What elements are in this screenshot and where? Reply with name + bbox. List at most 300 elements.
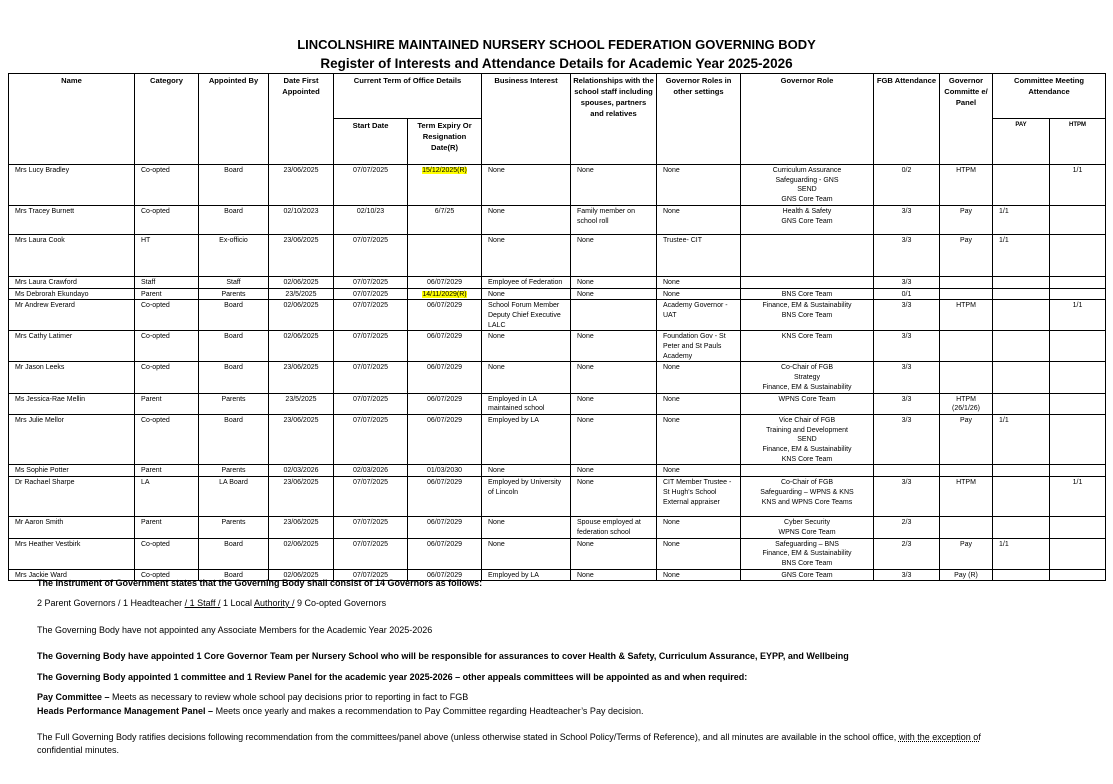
cell-panel	[940, 362, 993, 393]
cell-htpm	[1050, 234, 1106, 276]
cell-relationships-text: None	[577, 333, 594, 341]
cell-other-roles	[657, 300, 741, 331]
cell-fgb-text: 3/3	[901, 333, 912, 341]
cell-start-date	[334, 465, 408, 477]
cell-pay	[993, 414, 1050, 465]
governor-role-line: Health & Safety	[782, 207, 832, 215]
cell-business-text: None	[488, 167, 505, 174]
cell-other-roles-text: None	[663, 167, 680, 174]
instrument-statement: The Instrument of Government states that the Governing Body shall consist of 14 Governors as follows:	[37, 578, 483, 588]
cell-date-first-text: 23/5/2025	[285, 290, 317, 298]
cell-name	[9, 276, 135, 288]
cell-expiry	[408, 205, 482, 234]
cell-start-date	[334, 477, 408, 517]
cell-category-text: Co-opted	[141, 167, 170, 174]
cell-other-roles	[657, 276, 741, 288]
cell-start-date-text: 07/07/2025	[352, 571, 389, 579]
cell-category	[135, 517, 199, 538]
cell-name-text: Mrs Heather Vestbirk	[15, 540, 81, 548]
cell-date-first-text: 02/06/2025	[283, 333, 319, 341]
cell-pay	[993, 465, 1050, 477]
cell-other-roles	[657, 517, 741, 538]
cell-appointed-by-text: Board	[224, 167, 243, 174]
cell-name	[9, 393, 135, 414]
cell-expiry	[408, 165, 482, 206]
cell-htpm-text: 1/1	[1072, 167, 1083, 174]
header-committee: Committee Meeting Attendance	[993, 74, 1106, 119]
cell-htpm	[1050, 465, 1106, 477]
cell-category-text: LA	[141, 479, 150, 487]
table-row	[9, 538, 1106, 569]
cell-pay-text: 1/1	[999, 416, 1009, 424]
cell-expiry-text: 06/07/2029	[426, 519, 463, 527]
cell-appointed-by	[199, 165, 269, 206]
cell-start-date	[334, 538, 408, 569]
cell-panel	[940, 205, 993, 234]
cell-appointed-by	[199, 465, 269, 477]
cell-date-first	[269, 465, 334, 477]
cell-date-first	[269, 477, 334, 517]
cell-name	[9, 538, 135, 569]
cell-panel-text: Pay	[959, 416, 973, 424]
table-row	[9, 288, 1106, 300]
cell-expiry	[408, 414, 482, 465]
cell-other-roles	[657, 331, 741, 362]
cell-date-first	[269, 517, 334, 538]
cell-date-first-text: 02/06/2025	[283, 540, 319, 548]
cell-start-date-text: 07/07/2025	[352, 416, 389, 424]
cell-appointed-by	[199, 517, 269, 538]
cell-other-roles-text: CIT Member Trustee - St Hugh's School External appraiser	[663, 479, 732, 506]
pay-committee-title: Pay Committee –	[37, 692, 110, 702]
cell-relationships-text: None	[577, 364, 594, 372]
cell-business	[482, 414, 571, 465]
governor-role-line: GNS Core Team	[781, 196, 833, 204]
document-title: LINCOLNSHIRE MAINTAINED NURSERY SCHOOL FEDERATION GOVERNING BODY	[297, 37, 816, 52]
cell-expiry	[408, 538, 482, 569]
cell-start-date-text: 07/07/2025	[352, 236, 389, 244]
cell-name-text: Mr Jason Leeks	[15, 364, 65, 372]
cell-business-text: Employed by LA	[488, 416, 539, 424]
table-row	[9, 331, 1106, 362]
ratify-exception: with the exception of	[898, 732, 981, 742]
table-row	[9, 414, 1106, 465]
governor-role-line: GNS Core Team	[781, 217, 833, 225]
cell-htpm-text: 1/1	[1072, 479, 1083, 487]
governor-role-line: Safeguarding - GNS	[775, 176, 839, 184]
cell-panel	[940, 538, 993, 569]
cell-name-text: Ms Jessica-Rae Mellin	[15, 395, 86, 403]
cell-start-date-text: 07/07/2025	[352, 278, 389, 286]
cell-other-roles-text: None	[663, 395, 680, 403]
cell-htpm	[1050, 288, 1106, 300]
cell-relationships-text: None	[577, 571, 594, 579]
cell-business	[482, 276, 571, 288]
cell-appointed-by-text: Board	[224, 302, 243, 310]
cell-business	[482, 234, 571, 276]
cell-start-date-text: 07/07/2025	[352, 302, 389, 310]
cell-business	[482, 517, 571, 538]
cell-other-roles-text: None	[663, 540, 680, 548]
cell-date-first	[269, 276, 334, 288]
cell-appointed-by-text: Board	[224, 540, 243, 548]
cell-panel	[940, 465, 993, 477]
cell-name	[9, 165, 135, 206]
header-category: Category	[135, 74, 199, 165]
cell-governor-role	[741, 276, 874, 288]
cell-business	[482, 331, 571, 362]
htpm-title: Heads Performance Management Panel –	[37, 706, 214, 716]
cell-fgb-text: 0/1	[901, 290, 912, 298]
governor-role-line: Vice Chair of FGB	[778, 416, 836, 424]
cell-appointed-by-text: Board	[224, 364, 243, 372]
cell-appointed-by	[199, 234, 269, 276]
cell-appointed-by-text: Board	[224, 207, 243, 215]
cell-expiry	[408, 331, 482, 362]
ratify-text: The Full Governing Body ratifies decisions following recommendation from the committees/panel above (unless otherwise stated in School Policy/Terms of Reference), and all minutes are available in the school office,	[37, 732, 899, 742]
cell-fgb	[874, 362, 940, 393]
composition-part: 2 Parent Governors / 1 Headteacher	[37, 598, 185, 608]
cell-panel	[940, 331, 993, 362]
cell-category	[135, 234, 199, 276]
cell-other-roles	[657, 205, 741, 234]
cell-name-text: Ms Debrorah Ekundayo	[15, 290, 89, 298]
cell-relationships-text: None	[577, 467, 594, 475]
cell-appointed-by	[199, 477, 269, 517]
cell-pay-text: 1/1	[999, 207, 1009, 215]
cell-date-first-text: 23/06/2025	[283, 236, 319, 244]
cell-panel	[940, 517, 993, 538]
cell-start-date-text: 02/03/2026	[352, 467, 389, 475]
cell-expiry	[408, 362, 482, 393]
cell-category	[135, 331, 199, 362]
cell-htpm	[1050, 165, 1106, 206]
composition-line	[37, 597, 1087, 610]
cell-fgb-text: 3/3	[901, 571, 912, 579]
cell-fgb-text: 3/3	[901, 302, 912, 310]
header-name: Name	[9, 74, 135, 165]
cell-date-first	[269, 234, 334, 276]
cell-appointed-by	[199, 414, 269, 465]
cell-htpm	[1050, 393, 1106, 414]
cell-category-text: Co-opted	[141, 416, 170, 424]
cell-expiry-text: 06/07/2029	[426, 571, 463, 579]
cell-relationships	[571, 300, 657, 331]
cell-business-text: Employed in LA maintained school	[488, 395, 545, 413]
cell-category-text: HT	[141, 236, 151, 244]
governor-role-line: KNS Core Team	[781, 333, 833, 341]
cell-relationships	[571, 538, 657, 569]
cell-name-text: Mrs Cathy Latimer	[15, 333, 73, 341]
cell-relationships	[571, 165, 657, 206]
cell-date-first	[269, 414, 334, 465]
cell-htpm	[1050, 517, 1106, 538]
cell-pay	[993, 300, 1050, 331]
cell-other-roles	[657, 393, 741, 414]
cell-name	[9, 234, 135, 276]
cell-other-roles-text: None	[663, 416, 680, 424]
cell-expiry-text: 01/03/2030	[426, 467, 463, 475]
cell-category	[135, 276, 199, 288]
cell-appointed-by-text: Ex-officio	[219, 236, 248, 244]
cell-governor-role	[741, 393, 874, 414]
cell-date-first	[269, 362, 334, 393]
cell-relationships-text: Family member on school roll	[577, 207, 635, 225]
cell-fgb-text: 3/3	[901, 278, 912, 286]
cell-start-date	[334, 414, 408, 465]
table-row	[9, 393, 1106, 414]
cell-name	[9, 465, 135, 477]
cell-business-text: Employee of Federation	[488, 278, 563, 286]
cell-expiry-text: 06/07/2029	[426, 302, 463, 310]
governor-role-line: Safeguarding – BNS	[775, 540, 839, 548]
cell-date-first-text: 23/06/2025	[283, 167, 319, 174]
table-row	[9, 477, 1106, 517]
cell-expiry-text: 15/12/2025(R)	[422, 167, 467, 174]
cell-fgb-text: 2/3	[901, 540, 912, 548]
cell-relationships	[571, 331, 657, 362]
cell-business-text: None	[488, 467, 505, 475]
cell-category	[135, 362, 199, 393]
header-governor-role: Governor Role	[741, 74, 874, 165]
cell-name-text: Mrs Tracey Burnett	[15, 207, 75, 215]
cell-relationships	[571, 234, 657, 276]
cell-relationships-text: None	[577, 416, 594, 424]
governor-role-line: SEND	[797, 436, 817, 444]
cell-other-roles	[657, 288, 741, 300]
cell-appointed-by-text: Parents	[221, 395, 246, 403]
cell-appointed-by-text: Board	[224, 571, 243, 579]
cell-expiry-text: 06/07/2029	[426, 479, 463, 487]
cell-business	[482, 538, 571, 569]
cell-fgb	[874, 234, 940, 276]
cell-panel	[940, 288, 993, 300]
composition-staff: / 1 Staff /	[184, 598, 221, 608]
table-row	[9, 234, 1106, 276]
cell-panel-text: Pay	[959, 236, 973, 244]
cell-appointed-by-text: Parents	[221, 467, 246, 475]
cell-pay	[993, 477, 1050, 517]
cell-fgb	[874, 465, 940, 477]
cell-date-first-text: 23/06/2025	[283, 519, 319, 527]
cell-appointed-by-text: Board	[224, 416, 243, 424]
cell-date-first-text: 23/5/2025	[285, 395, 317, 403]
cell-business	[482, 300, 571, 331]
htpm-text: Meets once yearly and makes a recommendation to Pay Committee regarding Headteacher’s Pay decision.	[213, 706, 644, 716]
governor-role-line: KNS and WPNS Core Teams	[761, 498, 853, 506]
cell-start-date-text: 07/07/2025	[352, 364, 389, 372]
cell-start-date	[334, 205, 408, 234]
cell-category-text: Parent	[141, 395, 162, 403]
cell-pay	[993, 331, 1050, 362]
cell-business-text: School Forum Member Deputy Chief Executive LALC	[488, 302, 561, 329]
governor-role-line: Finance, EM & Sustainability	[762, 302, 852, 310]
cell-governor-role	[741, 205, 874, 234]
cell-category	[135, 288, 199, 300]
cell-start-date	[334, 331, 408, 362]
cell-expiry	[408, 234, 482, 276]
cell-date-first-text: 02/06/2025	[283, 571, 319, 579]
governor-role-line: Co-Chair of FGB	[780, 364, 834, 372]
cell-governor-role	[741, 288, 874, 300]
cell-business	[482, 165, 571, 206]
cell-start-date	[334, 288, 408, 300]
cell-category	[135, 205, 199, 234]
cell-expiry	[408, 276, 482, 288]
cell-relationships	[571, 362, 657, 393]
cell-category-text: Co-opted	[141, 571, 170, 579]
cell-governor-role	[741, 517, 874, 538]
cell-other-roles-text: Academy Governor - UAT	[663, 302, 728, 319]
header-htpm: HTPM	[1050, 119, 1106, 165]
cell-start-date-text: 07/07/2025	[352, 540, 389, 548]
cell-panel-text: Pay (R)	[954, 571, 978, 579]
cell-category-text: Co-opted	[141, 207, 170, 215]
governor-role-line: BNS Core Team	[781, 311, 833, 319]
composition-authority: Authority /	[253, 598, 295, 608]
cell-business-text: Employed by LA	[488, 571, 539, 579]
committee-statement: The Governing Body appointed 1 committee and 1 Review Panel for the academic year 2025-2026 – other appeals committees will be appointed as and when required:	[37, 672, 748, 682]
cell-other-roles	[657, 477, 741, 517]
cell-date-first	[269, 300, 334, 331]
cell-category-text: Parent	[141, 467, 162, 475]
governor-role-line: WPNS Core Team	[778, 528, 836, 536]
cell-pay	[993, 276, 1050, 288]
governor-role-line: BNS Core Team	[781, 559, 833, 567]
cell-panel-text: Pay	[959, 207, 973, 215]
cell-expiry-text: 06/07/2029	[426, 333, 463, 341]
cell-category	[135, 465, 199, 477]
cell-name-text: Mrs Jackie Ward	[15, 571, 67, 579]
cell-relationships	[571, 517, 657, 538]
cell-start-date	[334, 276, 408, 288]
cell-name	[9, 205, 135, 234]
cell-business-text: None	[488, 236, 505, 244]
header-current-term: Current Term of Office Details	[334, 74, 482, 119]
cell-name	[9, 300, 135, 331]
cell-business	[482, 465, 571, 477]
cell-relationships-text: None	[577, 278, 594, 286]
cell-fgb	[874, 538, 940, 569]
cell-pay	[993, 517, 1050, 538]
cell-expiry	[408, 477, 482, 517]
cell-pay	[993, 538, 1050, 569]
cell-fgb	[874, 517, 940, 538]
cell-name-text: Mrs Laura Cook	[15, 236, 65, 244]
cell-fgb-text: 3/3	[901, 479, 912, 487]
cell-relationships-text: None	[577, 540, 594, 548]
pay-committee-text: Meets as necessary to review whole school pay decisions prior to reporting in fact to FGB	[109, 692, 469, 702]
cell-appointed-by-text: Parents	[221, 290, 246, 298]
cell-business-text: None	[488, 540, 505, 548]
cell-pay	[993, 205, 1050, 234]
cell-category	[135, 477, 199, 517]
register-table	[8, 73, 1106, 581]
pay-committee-line	[37, 691, 1087, 704]
cell-category-text: Parent	[141, 290, 162, 298]
cell-other-roles	[657, 465, 741, 477]
cell-htpm	[1050, 362, 1106, 393]
cell-category-text: Co-opted	[141, 302, 170, 310]
cell-relationships	[571, 393, 657, 414]
header-relationships: Relationships with the school staff including spouses, partners and relatives	[571, 74, 657, 165]
cell-name-text: Ms Sophie Potter	[15, 467, 69, 475]
cell-category	[135, 393, 199, 414]
cell-relationships-text: None	[577, 395, 594, 403]
cell-business	[482, 477, 571, 517]
cell-start-date-text: 07/07/2025	[352, 290, 389, 298]
cell-start-date	[334, 300, 408, 331]
cell-expiry	[408, 288, 482, 300]
cell-expiry-text: 06/07/2029	[426, 540, 463, 548]
governor-role-line: Safeguarding – WPNS & KNS	[760, 488, 854, 496]
governor-role-line: BNS Core Team	[781, 290, 833, 298]
cell-appointed-by	[199, 276, 269, 288]
cell-htpm	[1050, 205, 1106, 234]
cell-pay	[993, 288, 1050, 300]
cell-business	[482, 288, 571, 300]
cell-other-roles-text: Trustee- CIT	[663, 236, 703, 244]
cell-date-first-text: 02/06/2025	[283, 302, 319, 310]
cell-other-roles	[657, 165, 741, 206]
cell-relationships-text: None	[577, 167, 594, 174]
cell-expiry	[408, 517, 482, 538]
cell-date-first-text: 23/06/2025	[283, 479, 319, 487]
cell-pay-text: 1/1	[999, 540, 1009, 548]
cell-business	[482, 393, 571, 414]
document-subtitle: Register of Interests and Attendance Details for Academic Year 2025-2026	[320, 56, 793, 71]
cell-name	[9, 477, 135, 517]
cell-name-text: Dr Rachael Sharpe	[15, 479, 75, 487]
cell-relationships	[571, 288, 657, 300]
cell-fgb-text: 3/3	[901, 395, 912, 403]
header-panel: Governor Committe e/ Panel	[940, 74, 993, 165]
table-row	[9, 300, 1106, 331]
cell-appointed-by	[199, 288, 269, 300]
cell-relationships-text: None	[577, 479, 594, 487]
cell-htpm	[1050, 414, 1106, 465]
cell-appointed-by	[199, 331, 269, 362]
cell-other-roles-text: Foundation Gov - St Peter and St Pauls Academy	[663, 333, 726, 360]
governor-role-line: Finance, EM & Sustainability	[762, 383, 852, 391]
cell-fgb	[874, 414, 940, 465]
cell-name-text: Mrs Lucy Bradley	[15, 167, 70, 174]
cell-date-first	[269, 538, 334, 569]
cell-start-date-text: 07/07/2025	[352, 333, 389, 341]
header-other-roles: Governor Roles in other settings	[657, 74, 741, 165]
cell-fgb-text: 3/3	[901, 364, 912, 372]
cell-fgb-text: 3/3	[901, 207, 912, 215]
header-pay: PAY	[993, 119, 1050, 165]
cell-category	[135, 300, 199, 331]
cell-panel	[940, 414, 993, 465]
table-row	[9, 362, 1106, 393]
cell-appointed-by	[199, 362, 269, 393]
cell-expiry-text: 14/11/2029(R)	[422, 290, 467, 298]
cell-name	[9, 331, 135, 362]
cell-date-first-text: 02/03/2026	[283, 467, 319, 475]
cell-name	[9, 288, 135, 300]
cell-panel-text: HTPM	[956, 479, 976, 487]
cell-appointed-by	[199, 300, 269, 331]
governor-role-line: Finance, EM & Sustainability	[762, 446, 852, 454]
cell-panel	[940, 300, 993, 331]
cell-category	[135, 165, 199, 206]
cell-governor-role	[741, 538, 874, 569]
header-appointed-by: Appointed By	[199, 74, 269, 165]
header-date-first: Date First Appointed	[269, 74, 334, 165]
cell-governor-role	[741, 477, 874, 517]
